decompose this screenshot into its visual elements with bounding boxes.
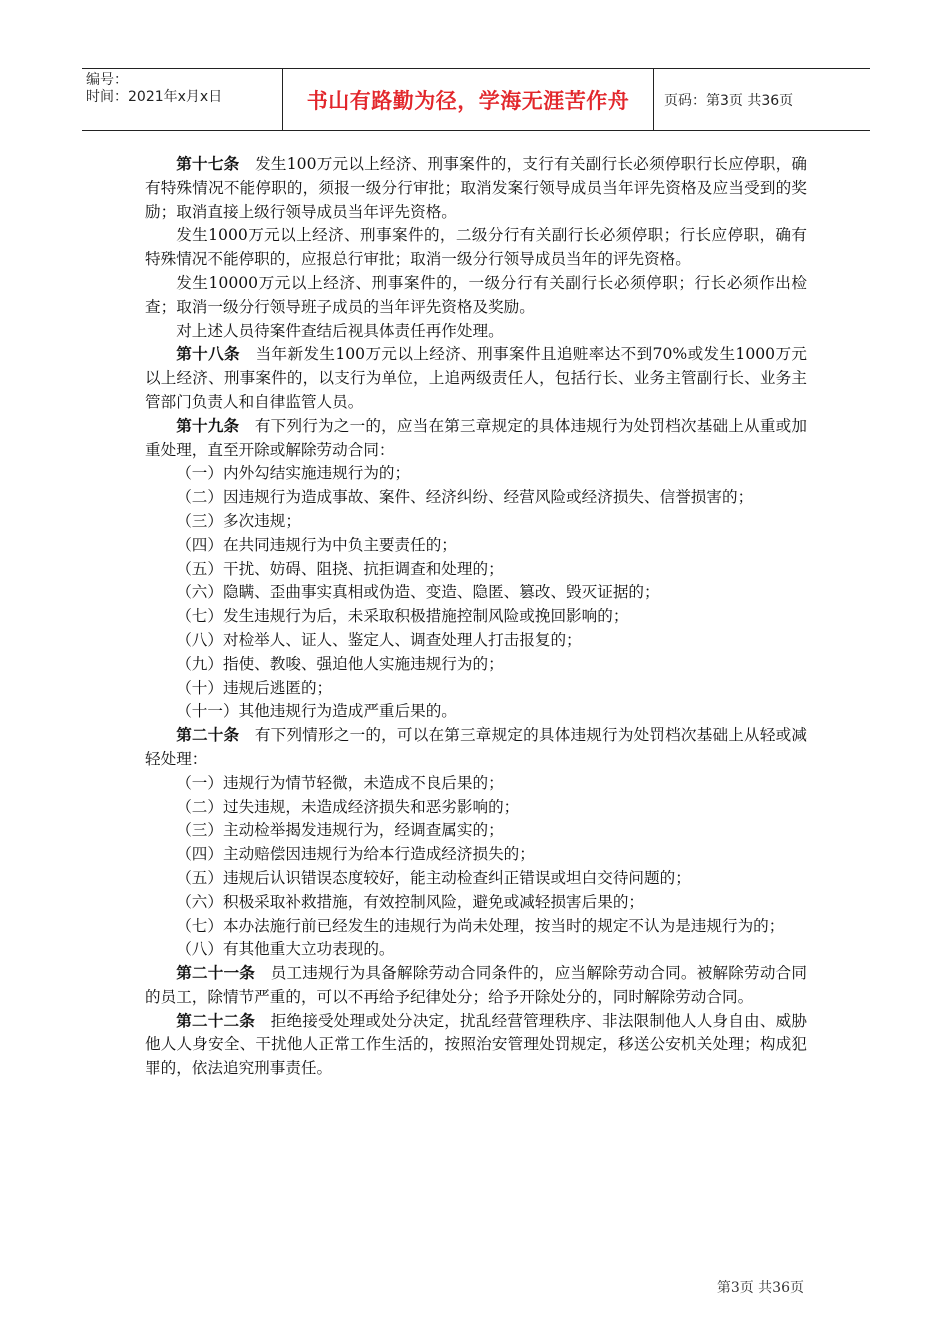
paragraph-text: （九）指使、教唆、强迫他人实施违规行为的； — [176, 654, 504, 673]
list-item — [145, 629, 807, 653]
paragraph-text: （一）内外勾结实施违规行为的； — [176, 464, 411, 483]
article-number: 第二十一条 — [176, 964, 256, 983]
list-item — [145, 772, 807, 796]
header-page-cell — [654, 69, 870, 130]
body-paragraph — [145, 224, 807, 272]
paragraph-text: 拒绝接受处理或处分决定，扰乱经营管理秩序、非法限制他人人身自由、威胁他人人身安全、干扰他人正常工作生活的，按照治安管理处罚规定，移送公安机关处理；构成犯罪的，依法追究刑事责任。 — [145, 1011, 807, 1078]
list-item — [145, 867, 807, 891]
paragraph-text: （七）本办法施行前已经发生的违规行为尚未处理，按当时的规定不认为是违规行为的； — [176, 916, 785, 935]
article-paragraph — [145, 1010, 807, 1081]
paragraph-text: （六）积极采取补救措施，有效控制风险，避免或减轻损害后果的； — [176, 892, 645, 911]
paragraph-text: （二）因违规行为造成事故、案件、经济纠纷、经营风险或经济损失、信誉损害的； — [176, 488, 754, 507]
paragraph-text: （三）主动检举揭发违规行为，经调查属实的； — [176, 821, 504, 840]
paragraph-text: （八）有其他重大立功表现的。 — [176, 940, 395, 959]
document-number-label: 编号： — [86, 72, 128, 88]
list-item — [145, 915, 807, 939]
paragraph-text: （十）违规后逃匿的； — [176, 678, 333, 697]
paragraph-text: （十一）其他违规行为造成严重后果的。 — [176, 702, 457, 721]
article-paragraph — [145, 343, 807, 414]
article-number: 第十九条 — [176, 416, 240, 435]
article-paragraph — [145, 724, 807, 772]
list-item — [145, 796, 807, 820]
paragraph-text: （二）过失违规，未造成经济损失和恶劣影响的； — [176, 797, 520, 816]
list-item — [145, 700, 807, 724]
paragraph-text: 发生1000万元以上经济、刑事案件的，二级分行有关副行长必须停职；行长应停职，确有特殊情况不能停职的，应报总行审批；取消一级分行领导成员当年的评先资格。 — [145, 226, 807, 269]
paragraph-text: 有下列行为之一的，应当在第三章规定的具体违规行为处罚档次基础上从重或加重处理，直至开除或解除劳动合同： — [145, 416, 807, 459]
article-number: 第十七条 — [176, 155, 240, 173]
list-item — [145, 510, 807, 534]
paragraph-text: 对上述人员待案件查结后视具体责任再作处理。 — [176, 321, 504, 340]
header-page-number: 页码：第3页 共36页 — [664, 92, 794, 109]
list-item — [145, 486, 807, 510]
page-footer: 第3页 共36页 — [716, 1280, 804, 1296]
document-date-label: 时间：2021年x月x日 — [86, 89, 223, 105]
list-item — [145, 819, 807, 843]
paragraph-text: 当年新发生100万元以上经济、刑事案件且追赃率达不到70%或发生1000万元以上经济、刑事案件的，以支行为单位，上追两级责任人，包括行长、业务主管副行长、业务主管部门负责人和自律监管人员。 — [145, 345, 807, 411]
paragraph-text: 有下列情形之一的，可以在第三章规定的具体违规行为处罚档次基础上从轻或减轻处理： — [145, 726, 807, 768]
document-body — [145, 153, 807, 1081]
paragraph-text: （五）干扰、妨碍、阻挠、抗拒调查和处理的； — [176, 559, 504, 578]
list-item — [145, 677, 807, 701]
list-item — [145, 605, 807, 629]
article-number: 第二十二条 — [176, 1011, 256, 1030]
article-number: 第十八条 — [176, 345, 240, 364]
paragraph-text: （五）违规后认识错误态度较好，能主动检查纠正错误或坦白交待问题的； — [176, 868, 691, 887]
list-item — [145, 938, 807, 962]
list-item — [145, 581, 807, 605]
paragraph-text: （四）在共同违规行为中负主要责任的； — [176, 535, 457, 554]
list-item — [145, 653, 807, 677]
header-meta — [82, 69, 283, 130]
header-motto-cell — [283, 69, 654, 130]
body-paragraph — [145, 320, 807, 344]
paragraph-text: （六）隐瞒、歪曲事实真相或伪造、变造、隐匿、篡改、毁灭证据的； — [176, 583, 660, 602]
list-item — [145, 462, 807, 486]
paragraph-text: 发生100万元以上经济、刑事案件的，支行有关副行长必须停职行长应停职，确有特殊情况不能停职的，须报一级分行审批；取消发案行领导成员当年评先资格及应当受到的奖励；取消直接上级行领导成员当年评先资格。 — [145, 155, 807, 221]
list-item — [145, 558, 807, 582]
page-header — [82, 68, 870, 131]
article-paragraph — [145, 415, 807, 463]
paragraph-text: 员工违规行为具备解除劳动合同条件的，应当解除劳动合同。被解除劳动合同的员工，除情节严重的，可以不再给予纪律处分；给予开除处分的，同时解除劳动合同。 — [145, 964, 807, 1006]
paragraph-text: 发生10000万元以上经济、刑事案件的，一级分行有关副行长必须停职；行长必须作出检查；取消一级分行领导班子成员的当年评先资格及奖励。 — [145, 273, 807, 316]
list-item — [145, 891, 807, 915]
list-item — [145, 534, 807, 558]
paragraph-text: （四）主动赔偿因违规行为给本行造成经济损失的； — [176, 845, 535, 864]
header-motto: 书山有路勤为径，学海无涯苦作舟 — [306, 88, 630, 113]
article-number: 第二十条 — [176, 726, 240, 745]
paragraph-text: （八）对检举人、证人、鉴定人、调查处理人打击报复的； — [176, 630, 582, 649]
article-paragraph — [145, 962, 807, 1010]
body-paragraph — [145, 272, 807, 320]
paragraph-text: （七）发生违规行为后，未采取积极措施控制风险或挽回影响的； — [176, 607, 629, 626]
list-item — [145, 843, 807, 867]
paragraph-text: （三）多次违规； — [176, 511, 301, 530]
paragraph-text: （一）违规行为情节轻微，未造成不良后果的； — [176, 773, 504, 792]
article-paragraph — [145, 153, 807, 224]
